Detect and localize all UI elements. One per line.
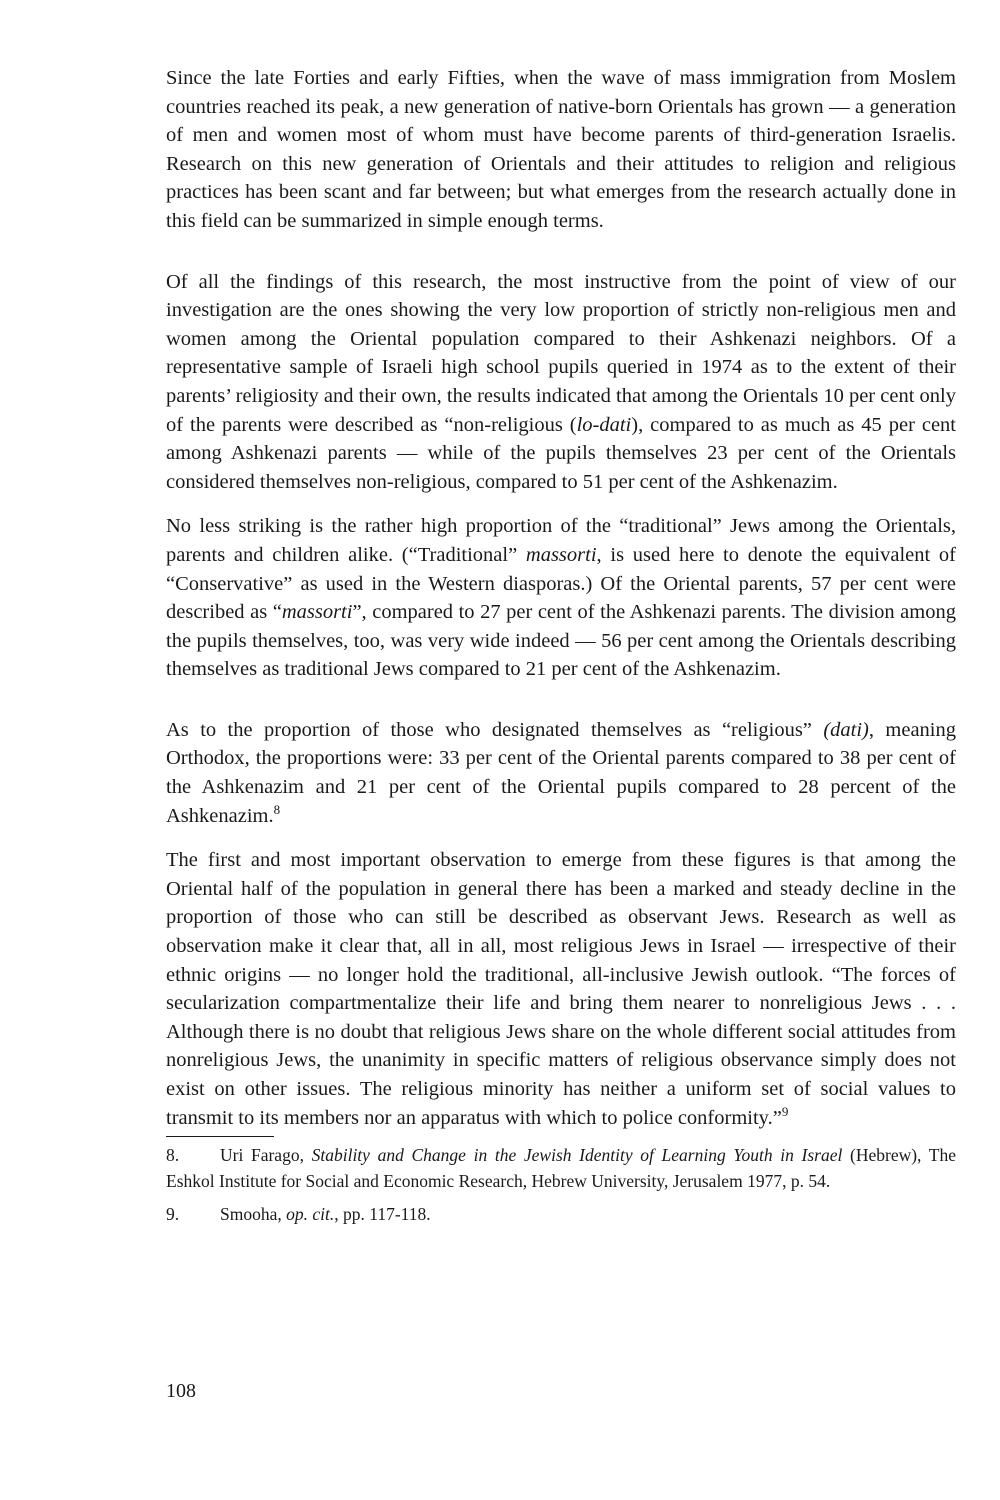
- paragraph-4-italic-1: (dati): [823, 718, 869, 741]
- footnote-8-number: 8.: [166, 1145, 180, 1166]
- footnote-9-author: Smooha,: [220, 1204, 287, 1225]
- footnote-8-title: Stability and Change in the Jewish Identity of Learning Youth in Israel: [311, 1145, 843, 1166]
- paragraph-3-text-1: No less striking is the rather high proportion of the “traditional” Jews among the Orientals, parents and children alike. (“Traditional”: [166, 515, 956, 566]
- footnote-9-rest: , pp. 117-118.: [334, 1204, 431, 1225]
- paragraph-1-text: Since the late Forties and early Fifties, when the wave of mass immigration from Moslem countries reached its peak, a new generation of native-born Orientals has grown — a generation of men and women most of whom must have become parents of third-generation Israelis. Research on this new generation of Orientals and their attitudes to religion and religious practices has been scant and far between; but what emerges from the research actually done in this field can be summarized in simple enough terms.: [166, 67, 956, 232]
- paragraph-3-text-3: ”, compared to 27 per cent of the Ashkenazi parents. The division among the pupils themselves, too, was very wide indeed — 56 per cent among the Orientals describing themselves as traditional Jews compared to 21 per cent of the Ashkenazim.: [166, 601, 956, 681]
- paragraph-3-italic-2: massorti: [281, 601, 353, 624]
- paragraph-1: [166, 64, 956, 236]
- paragraph-4: [166, 716, 956, 830]
- footnote-ref-9: 9: [781, 1103, 789, 1119]
- footnote-8-rest: (Hebrew), The Eshkol Institute for Social and Economic Research, Hebrew University, Jerusalem 1977, p. 54.: [166, 1145, 956, 1191]
- paragraph-2-text-1: Of all the findings of this research, the most instructive from the point of view of our investigation are the ones showing the very low proportion of strictly non-religious men and women among the Oriental population compared to their Ashkenazi neighbors. Of a representative sample of Israeli high school pupils queried in 1974 as to the extent of their parents’ religiosity and their own, the results indicated that among the Orientals 10 per cent only of the parents were described as “non-religious (: [166, 270, 956, 436]
- paragraph-4-text-1: As to the proportion of those who designated themselves as “religious”: [166, 718, 824, 741]
- paragraph-2: [166, 268, 956, 497]
- footnote-8-author: Uri Farago,: [220, 1145, 312, 1166]
- footnotes: [166, 1143, 956, 1228]
- page-number: 108: [166, 1380, 196, 1402]
- page-body: [166, 64, 956, 1228]
- footnote-divider: [166, 1136, 274, 1137]
- footnote-9-title: op. cit.: [286, 1204, 335, 1225]
- paragraph-5-text-1: The first and most important observation to emerge from these figures is that among the Oriental half of the population in general there has been a marked and steady decline in the proportion of those who can still be described as observant Jews. Research as well as observation make it clear that, all in all, most religious Jews in Israel — irrespective of their ethnic origins — no longer hold the traditional, all-inclusive Jewish outlook. “The forces of secularization compartmentalize their life and bring them nearer to nonreligious Jews . . . Although there is no doubt that religious Jews share on the whole different social attitudes from nonreligious Jews, the unanimity in specific matters of religious observance simply does not exist on other issues. The religious minority has neither a uniform set of social values to transmit to its members nor an apparatus with which to police conformity.”: [166, 849, 956, 1129]
- paragraph-2-text-2: ), compared to as much as 45 per cent among Ashkenazi parents — while of the pupils themselves 23 per cent of the Orientals considered themselves non-religious, compared to 51 per cent of the Ashkenazim.: [166, 413, 957, 493]
- footnote-8: [166, 1143, 956, 1194]
- footnote-ref-8: 8: [273, 801, 281, 817]
- paragraph-2-italic-1: lo-dati: [576, 413, 632, 436]
- paragraph-5: [166, 846, 956, 1132]
- paragraph-4-text-2: , meaning Orthodox, the proportions were: 33 per cent of the Oriental parents compared to 38 per cent of the Ashkenazim and 21 per cent of the Oriental pupils compared to 28 percent of the Ashkenazim.: [166, 718, 956, 827]
- paragraph-3: [166, 512, 956, 684]
- footnote-9: [166, 1202, 956, 1228]
- paragraph-3-text-2: , is used here to denote the equivalent of “Conservative” as used in the Western diasporas.) Of the Oriental parents, 57 per cent were described as “: [166, 543, 956, 624]
- paragraph-3-italic-1: massorti: [525, 543, 597, 566]
- footnote-9-number: 9.: [166, 1204, 180, 1225]
